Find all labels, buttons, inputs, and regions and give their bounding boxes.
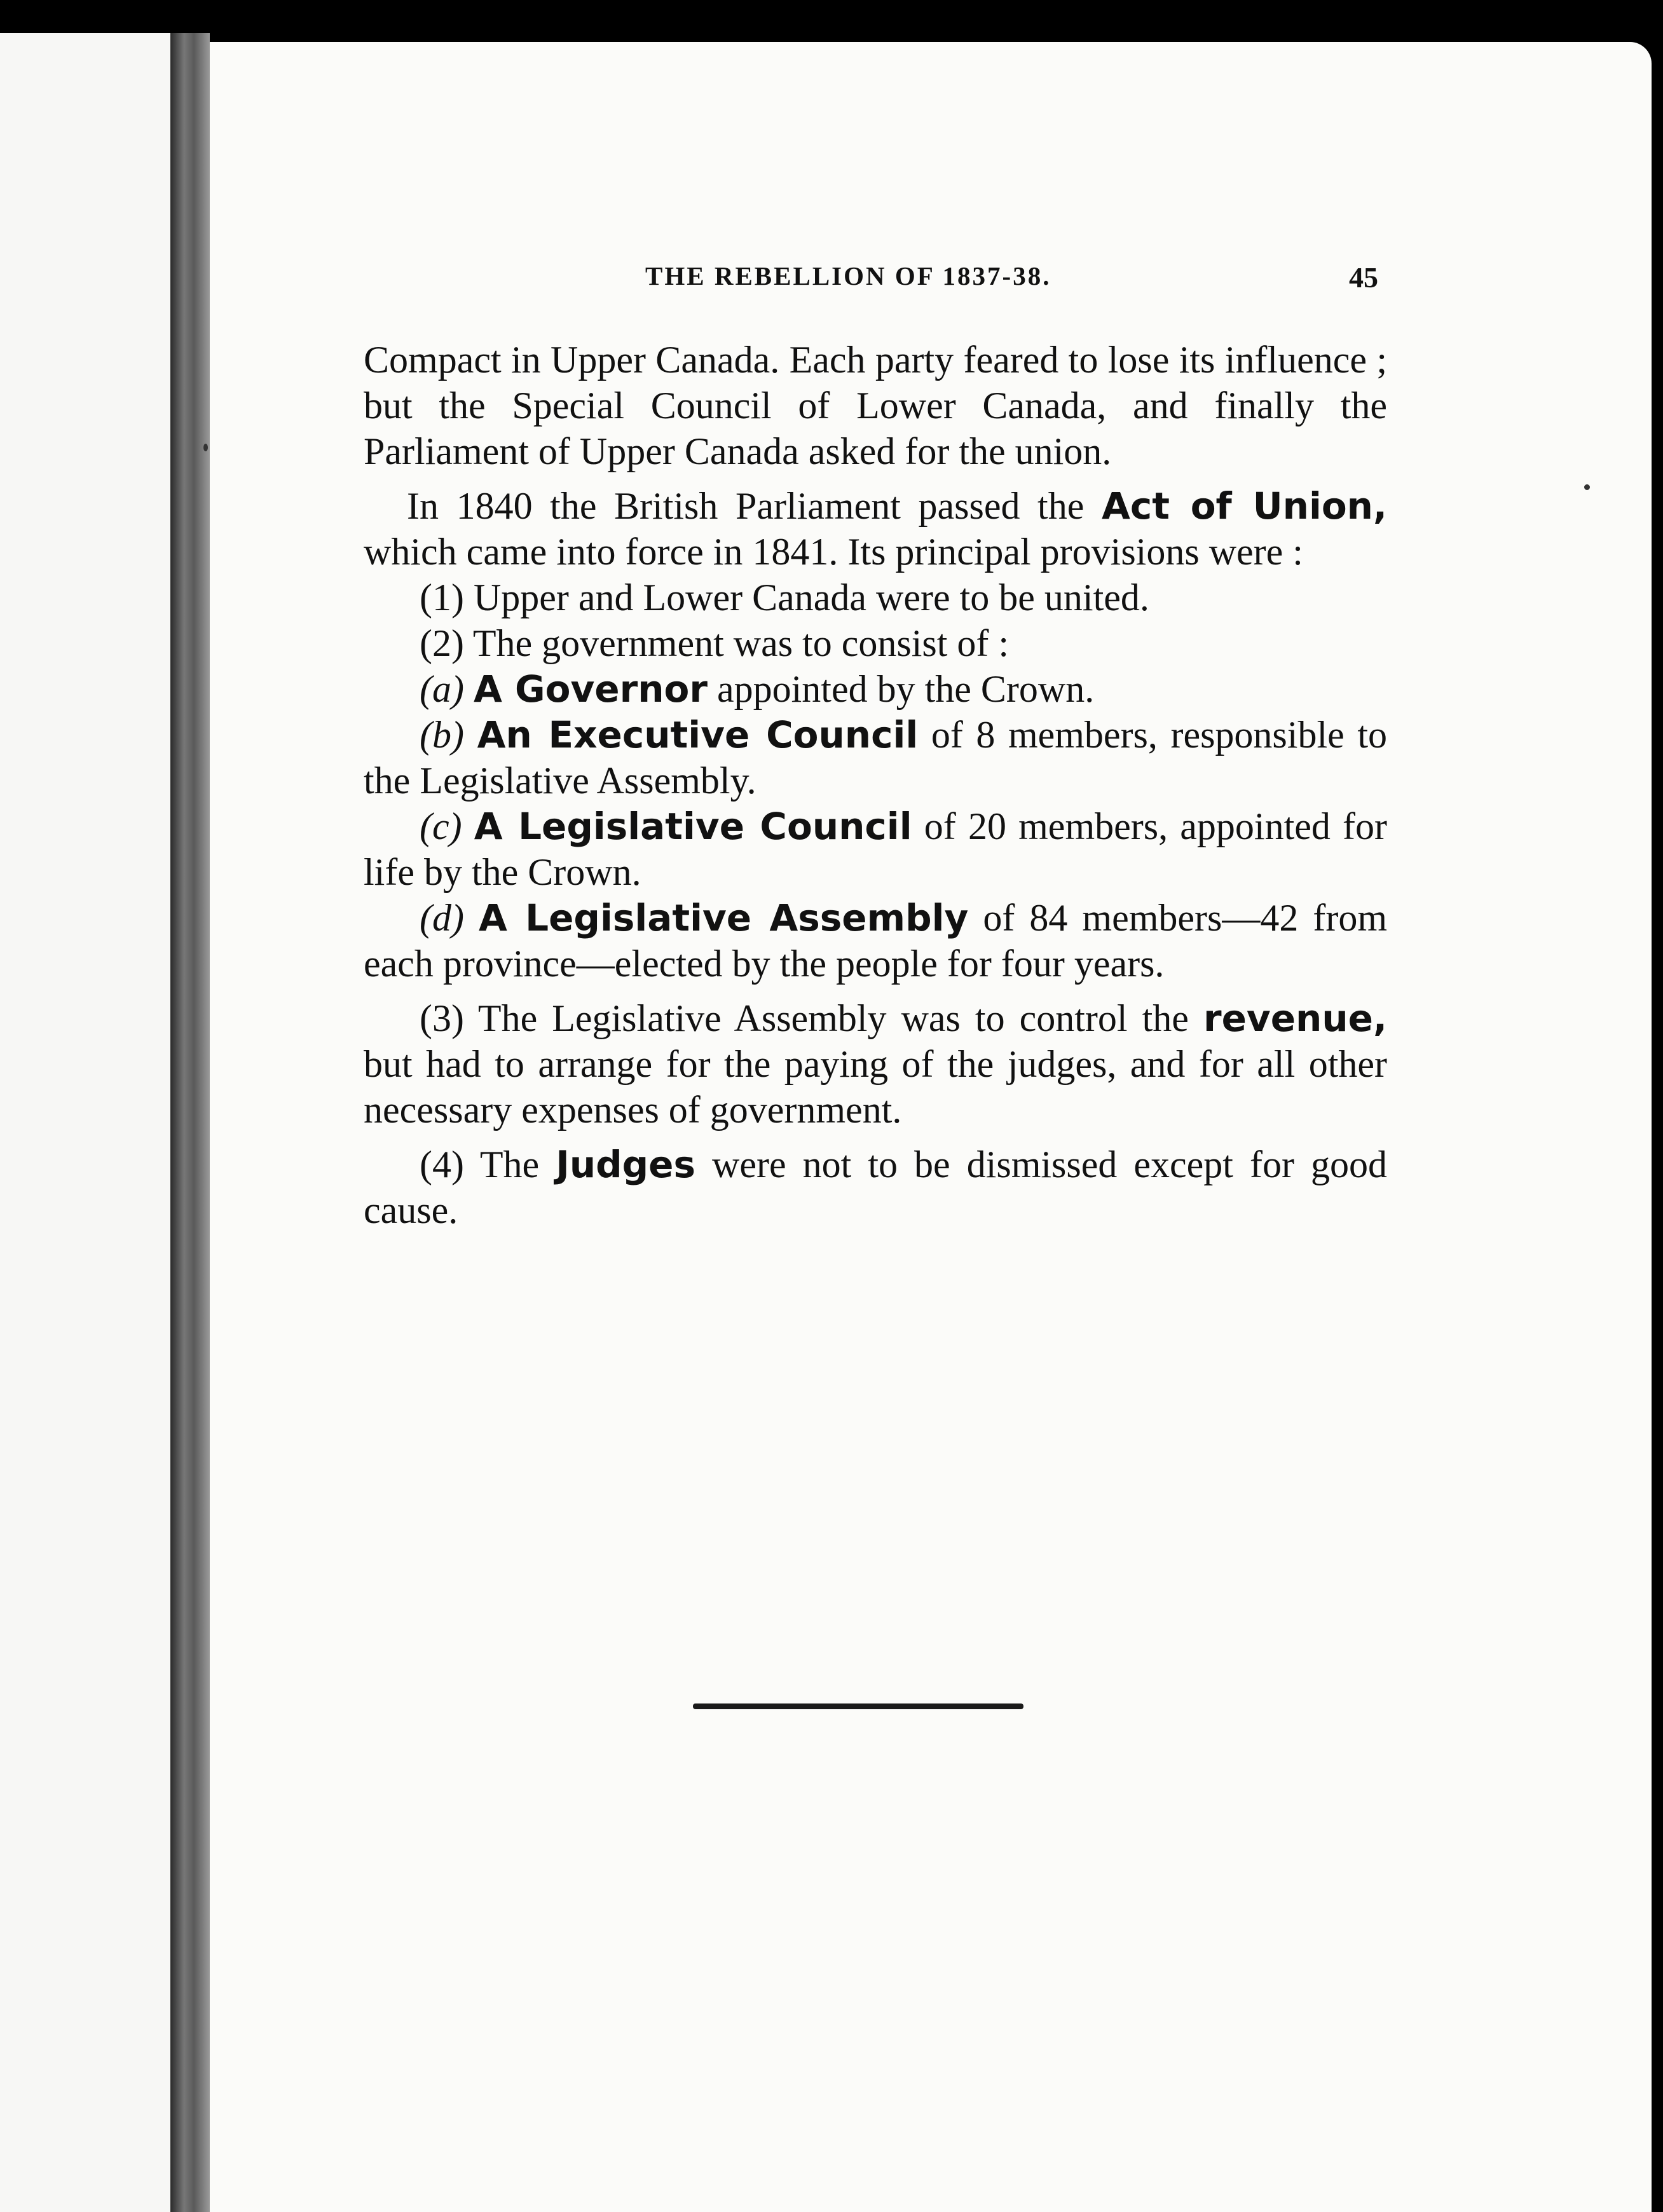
provision-4 <box>364 1142 1387 1233</box>
text-segment: of 84 members—42 from each province—elected by the people for four years. <box>364 897 1388 985</box>
text-segment: were not to be dismissed except for good cause. <box>364 1144 1387 1231</box>
scan-speck <box>1584 484 1590 490</box>
emphasis-act-of-union: Act of Union, <box>1101 484 1388 528</box>
page-number: 45 <box>1349 261 1378 294</box>
text-segment: of 8 members, responsible to the Legislative Assembly. <box>364 714 1388 802</box>
provision-1: (1) Upper and Lower Canada were to be united. <box>420 577 1149 618</box>
emphasis-executive-council: An Executive Council <box>477 713 919 756</box>
scan-speck <box>203 444 208 451</box>
text-segment: appointed by the Crown. <box>717 668 1095 710</box>
text-segment: (4) The <box>420 1144 540 1185</box>
paragraph-act-of-union <box>364 483 1387 575</box>
text-segment: of 20 members, appointed for life by the Crown. <box>364 805 1388 893</box>
emphasis-revenue: revenue, <box>1203 997 1388 1040</box>
paragraph-intro: Compact in Upper Canada. Each party feared to lose its influence ; but the Special Council of Lower Canada, and finally the Parliament of Upper Canada asked for the union. <box>364 339 1387 472</box>
emphasis-governor: A Governor <box>473 667 708 711</box>
text-segment: In 1840 the British Parliament passed the <box>407 485 1085 527</box>
item-label: (a) <box>420 668 464 710</box>
provision-2a <box>364 666 1387 712</box>
text-segment: which came into force in 1841. Its principal provisions were : <box>364 531 1303 573</box>
item-label: (c) <box>420 805 462 847</box>
section-end-rule <box>693 1703 1023 1709</box>
provision-3 <box>364 995 1387 1133</box>
item-label: (d) <box>420 897 464 939</box>
facing-page-edge <box>0 33 170 2212</box>
text-segment: (3) The Legislative Assembly was to control the <box>420 997 1189 1039</box>
body-text <box>364 337 1387 1233</box>
book-gutter <box>170 33 210 2212</box>
provision-2b <box>364 712 1387 803</box>
provision-2d <box>364 895 1387 987</box>
emphasis-legislative-council: A Legislative Council <box>474 805 912 848</box>
provision-2: (2) The government was to consist of : <box>420 622 1009 664</box>
running-head: THE REBELLION OF 1837-38. <box>645 261 1051 290</box>
provision-2c <box>364 803 1387 895</box>
emphasis-legislative-assembly: A Legislative Assembly <box>479 896 969 939</box>
emphasis-judges: Judges <box>556 1143 695 1186</box>
text-segment: but had to arrange for the paying of the judges, and for all other necessary expenses of government. <box>364 1043 1387 1131</box>
item-label: (b) <box>420 714 464 756</box>
